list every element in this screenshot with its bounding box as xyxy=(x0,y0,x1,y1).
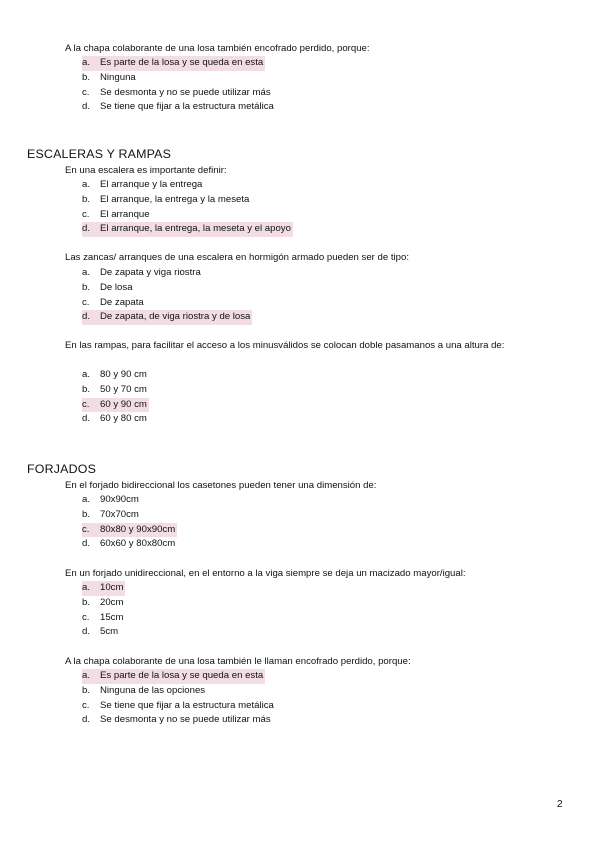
question-text: A la chapa colaborante de una losa también encofrado perdido, porque: xyxy=(65,43,370,54)
document-page: A la chapa colaborante de una losa también encofrado perdido, porque: a. Es parte de la losa y se queda en esta b. Ninguna c. Se desmonta y no se puede utilizar más d. Se tiene que fijar a la estructura metálica ESCALERAS Y RAMPAS En una escalera es importante definir: a. El arranque y la entrega b. El arranque, la entrega y la meseta c. El arranque d. El arranque, la entrega, la meseta y el apoyo Las zancas/ arranques de una escalera en hormigón armado pueden ser de tipo: a. De zapata y viga riostra b. De losa c. De zapata d. De zapata, de viga riostra y de losa En las rampas, para facilitar el acceso a los minusválidos se colocan doble pasamanos a una altura de: a. 80 y 90 cm b. 50 y 70 cm c. 60 y 90 cm d. 60 y 80 cm FORJADOS En el forjado bidireccional los casetones pueden tener una dimensión de: a. 90x90cm b. 70x70cm c. 80x80 y 90x90cm d. 60x60 y 80x80cm En un forjado unidireccional, en el entorno a la viga siempre se deja un macizado mayor/igual: a. 10cm b. 20cm c. 15cm d. 5cm A la chapa colaborante de una losa también le llaman encofrado perdido, porque: a. Es parte de la losa y se queda en esta b. Ninguna de las opciones c. Se tiene que fijar a la estructura metálica d. Se desmonta y no se puede utilizar más 2 xyxy=(27,43,563,810)
question-text: En las rampas, para facilitar el acceso a los minusválidos se colocan doble pasamanos a una altura de: xyxy=(65,340,505,351)
page-number: 2 xyxy=(557,799,563,810)
question-block xyxy=(65,42,370,56)
section-heading: FORJADOS xyxy=(27,462,97,476)
question-text: En un forjado unidireccional, en el entorno a la viga siempre se deja un macizado mayor/igual: xyxy=(65,568,466,579)
question-block xyxy=(65,339,560,353)
question-text: A la chapa colaborante de una losa también le llaman encofrado perdido, porque: xyxy=(65,656,411,667)
question-text: En el forjado bidireccional los casetones pueden tener una dimensión de: xyxy=(65,480,377,491)
question-text: Las zancas/ arranques de una escalera en hormigón armado pueden ser de tipo: xyxy=(65,252,409,263)
question-text: En una escalera es importante definir: xyxy=(65,165,227,176)
question-block xyxy=(65,251,409,265)
question-block xyxy=(65,655,411,669)
question-block xyxy=(65,164,227,178)
question-block xyxy=(65,567,466,581)
section-heading: ESCALERAS Y RAMPAS xyxy=(27,147,172,161)
question-block xyxy=(65,479,376,493)
